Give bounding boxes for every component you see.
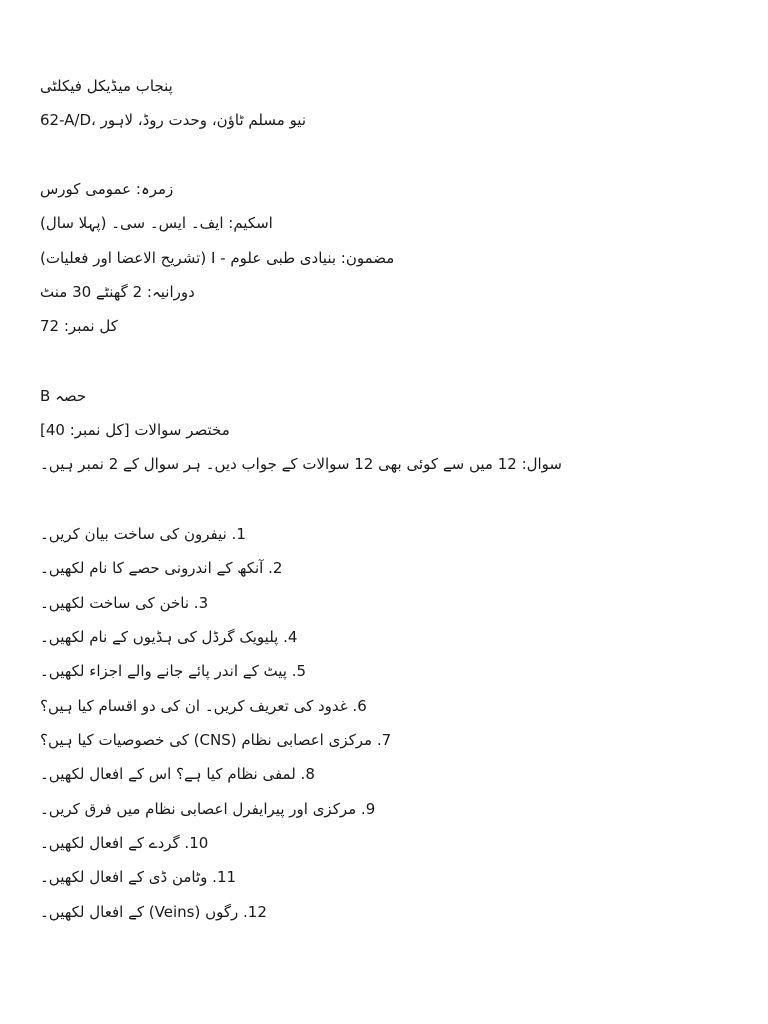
question-item: 9. مرکزی اور پیرایفرل اعصابی نظام میں فرق کریں۔: [40, 800, 376, 818]
question-item: 12. رگوں (Veins) کے افعال لکھیں۔: [40, 903, 267, 921]
section-title: حصہ B: [40, 387, 87, 405]
question-item: 11. وٹامن ڈی کے افعال لکھیں۔: [40, 868, 237, 886]
section-instruction: سوال: 12 میں سے کوئی بھی 12 سوالات کے جواب دیں۔ ہر سوال کے 2 نمبر ہیں۔: [40, 455, 563, 473]
question-item: 7. مرکزی اعصابی نظام (CNS) کی خصوصیات کیا ہیں؟: [40, 731, 392, 749]
question-item: 5. پیٹ کے اندر پائے جانے والے اجزاء لکھیں۔: [40, 662, 307, 680]
exam-category: زمرہ: عمومی کورس: [40, 180, 174, 198]
question-item: 6. غدود کی تعریف کریں۔ ان کی دو اقسام کیا ہیں؟: [40, 697, 367, 715]
exam-scheme: اسکیم: ایف۔ ایس۔ سی۔ (پہلا سال): [40, 214, 273, 232]
question-item: 1. نیفرون کی ساخت بیان کریں۔: [40, 525, 246, 543]
question-item: 2. آنکھ کے اندرونی حصے کا نام لکھیں۔: [40, 559, 283, 577]
institution-name: پنجاب میڈیکل فیکلٹی: [40, 77, 173, 95]
question-item: 4. پلیویک گرڈل کی ہڈیوں کے نام لکھیں۔: [40, 628, 298, 646]
question-item: 3. ناخن کی ساخت لکھیں۔: [40, 594, 209, 612]
institution-address: 62-A/D، نیو مسلم ٹاؤن، وحدت روڈ، لاہور: [40, 111, 307, 129]
exam-duration: دورانیہ: 2 گھنٹے 30 منٹ: [40, 283, 195, 301]
question-item: 10. گردے کے افعال لکھیں۔: [40, 834, 209, 852]
question-item: 8. لمفی نظام کیا ہے؟ اس کے افعال لکھیں۔: [40, 765, 315, 783]
section-subtitle: مختصر سوالات [کل نمبر: 40]: [40, 421, 230, 439]
exam-subject: مضمون: بنیادی طبی علوم - I (تشریح الاعضا اور فعلیات): [40, 249, 395, 267]
exam-total-marks: کل نمبر: 72: [40, 317, 118, 335]
